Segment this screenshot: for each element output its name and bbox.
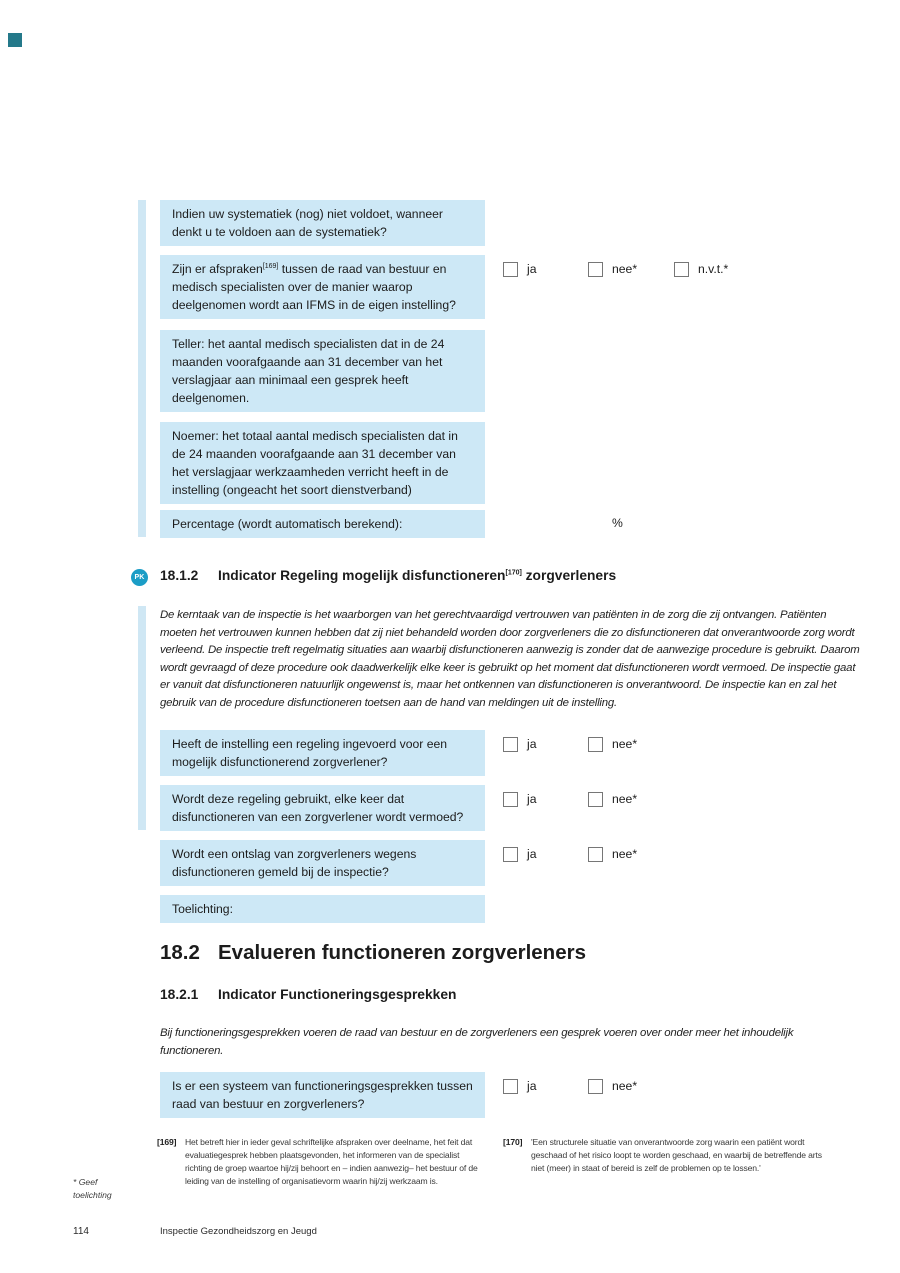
- section-intro-text: De kerntaak van de inspectie is het waarborgen van het gerechtvaardigd vertrouwen van patiënten in de zorg die zij ontvangen. Patiënten moeten het vertrouwen kunnen hebben dat zij niet behandeld worden door zorgverleners die zo disfunctioneren dat onverantwoorde zorg wordt verleend. De inspectie treft regelmatig situaties aan waarbij disfunctioneren aanwezig is zonder dat de aanwezige procedure is gebruikt. Daarom wordt gevraagd of deze procedure ook daadwerkelijk elke keer is gebruikt op het moment dat disfunctioneren wordt vermoed. De inspectie gaat er vanuit dat disfunctioneren natuurlijk ongewenst is, maar het ontkennen van disfunctioneren is onverantwoord. De inspectie kan en zal het gebruik van de procedure disfunctioneren toetsen aan de hand van meldingen uit de instelling.: [160, 609, 860, 709]
- checkbox-nee[interactable]: [588, 792, 603, 807]
- question-label: Heeft de instelling een regeling ingevoerd voor een mogelijk disfunctionerend zorgverlener?: [172, 737, 448, 769]
- question-box: [160, 730, 485, 776]
- subsection-number: 18.2.1: [160, 987, 199, 1002]
- footnote-number: [170]: [503, 1137, 523, 1147]
- toelichting-box[interactable]: [160, 895, 485, 923]
- question-label: Indien uw systematiek (nog) niet voldoet, wanneer denkt u te voldoen aan de systematiek?: [172, 207, 443, 239]
- option-label: nee*: [612, 737, 638, 751]
- option-nee: [588, 792, 637, 807]
- option-ja: [503, 737, 588, 752]
- footnote-170: [503, 1136, 831, 1175]
- checkbox-nee[interactable]: [588, 847, 603, 862]
- option-label: ja: [527, 847, 537, 861]
- section-title: Indicator Regeling mogelijk disfunctioneren[170] zorgverleners: [218, 568, 617, 583]
- checkbox-nee[interactable]: [588, 262, 603, 277]
- option-ja: [503, 792, 588, 807]
- answer-options: [503, 792, 637, 807]
- answer-options: [503, 737, 637, 752]
- question-box: [160, 200, 485, 246]
- footer-org-name: Inspectie Gezondheidszorg en Jeugd: [160, 1226, 317, 1237]
- question-box: [160, 1072, 485, 1118]
- checkbox-ja[interactable]: [503, 262, 518, 277]
- subsection-title: Indicator Functioneringsgesprekken: [218, 987, 457, 1002]
- footnote-169: [157, 1136, 485, 1188]
- option-label: ja: [527, 262, 537, 276]
- option-label: ja: [527, 1079, 537, 1093]
- checkbox-ja[interactable]: [503, 792, 518, 807]
- checkbox-nvt[interactable]: [674, 262, 689, 277]
- option-ja: [503, 1079, 588, 1094]
- subsection-intro-text: Bij functioneringsgesprekken voeren de raad van bestuur en de zorgverleners een gesprek voeren over onder meer het inhoudelijk functioneren.: [160, 1027, 794, 1057]
- answer-options: [503, 262, 728, 277]
- question-label: Percentage (wordt automatisch berekend):: [172, 517, 403, 531]
- question-box: [160, 840, 485, 886]
- question-label: Wordt deze regeling gebruikt, elke keer dat disfunctioneren van een zorgverlener wordt vermoed?: [172, 792, 464, 824]
- question-box: [160, 330, 485, 412]
- margin-note: * Geef toelichting: [73, 1177, 112, 1200]
- pk-badge: PK: [131, 569, 148, 586]
- option-label: ja: [527, 792, 537, 806]
- footnote-text: 'Een structurele situatie van onverantwoorde zorg waarin een patiënt wordt geschaad of het risico loopt te worden geschaad, en waarbij de betreffende arts niet (meer) in staat of bereid is zelf de problemen op te lossen.': [531, 1137, 822, 1173]
- footnote-text: Het betreft hier in ieder geval schriftelijke afspraken over deelname, het feit dat evaluatiegesprek hebben plaatsgevonden, het informeren van de specialist richting de groep waartoe hij/zij behoort en – indien aanwezig– het bestuur of de leiding van de instelling of organisatievorm waarin hij/zij werkzaam is.: [185, 1137, 478, 1186]
- question-label: Is er een systeem van functioneringsgesprekken tussen raad van bestuur en zorgverleners?: [172, 1079, 473, 1111]
- option-nee: [588, 262, 674, 277]
- option-nee: [588, 737, 637, 752]
- question-box: [160, 422, 485, 504]
- question-label: Noemer: het totaal aantal medisch specialisten dat in de 24 maanden voorafgaande aan 31 december van het verslagjaar werkzaamheden verricht heeft in de instelling (ongeacht het soort dienstverband): [172, 429, 458, 497]
- option-label: n.v.t.*: [698, 262, 729, 276]
- section-number: 18.1.2: [160, 568, 199, 583]
- page-number: 114: [73, 1226, 89, 1237]
- checkbox-nee[interactable]: [588, 737, 603, 752]
- question-label: Zijn er afspraken[169] tussen de raad van bestuur en medisch specialisten over de manier waarop deelgenomen wordt aan IFMS in de eigen instelling?: [172, 262, 456, 312]
- option-label: nee*: [612, 792, 638, 806]
- highlight-rail-top: [138, 200, 146, 537]
- percentage-unit: %: [612, 516, 623, 530]
- footnote-number: [169]: [157, 1137, 177, 1147]
- checkbox-nee[interactable]: [588, 1079, 603, 1094]
- footnote-ref: [170]: [505, 569, 522, 577]
- question-label: Teller: het aantal medisch specialisten dat in de 24 maanden voorafgaande aan 31 december van het verslagjaar aan minimaal een gesprek heeft deelgenomen.: [172, 337, 445, 405]
- question-label: Wordt een ontslag van zorgverleners wegens disfunctioneren gemeld bij de inspectie?: [172, 847, 417, 879]
- answer-options: [503, 847, 637, 862]
- section-title: Evalueren functioneren zorgverleners: [218, 941, 586, 964]
- option-nee: [588, 847, 637, 862]
- checkbox-ja[interactable]: [503, 1079, 518, 1094]
- option-ja: [503, 262, 588, 277]
- highlight-rail-bottom: [138, 606, 146, 830]
- footnote-ref: [169]: [262, 262, 279, 270]
- option-nee: [588, 1079, 637, 1094]
- checkbox-ja[interactable]: [503, 847, 518, 862]
- question-box: [160, 510, 485, 538]
- option-label: ja: [527, 737, 537, 751]
- option-label: nee*: [612, 262, 638, 276]
- option-label: nee*: [612, 1079, 638, 1093]
- option-nvt: [674, 262, 728, 277]
- checkbox-ja[interactable]: [503, 737, 518, 752]
- question-box: [160, 255, 485, 319]
- section-number: 18.2: [160, 941, 200, 964]
- option-label: nee*: [612, 847, 638, 861]
- answer-options: [503, 1079, 637, 1094]
- question-label: Toelichting:: [172, 902, 233, 916]
- chapter-color-marker: [8, 33, 22, 47]
- option-ja: [503, 847, 588, 862]
- question-box: [160, 785, 485, 831]
